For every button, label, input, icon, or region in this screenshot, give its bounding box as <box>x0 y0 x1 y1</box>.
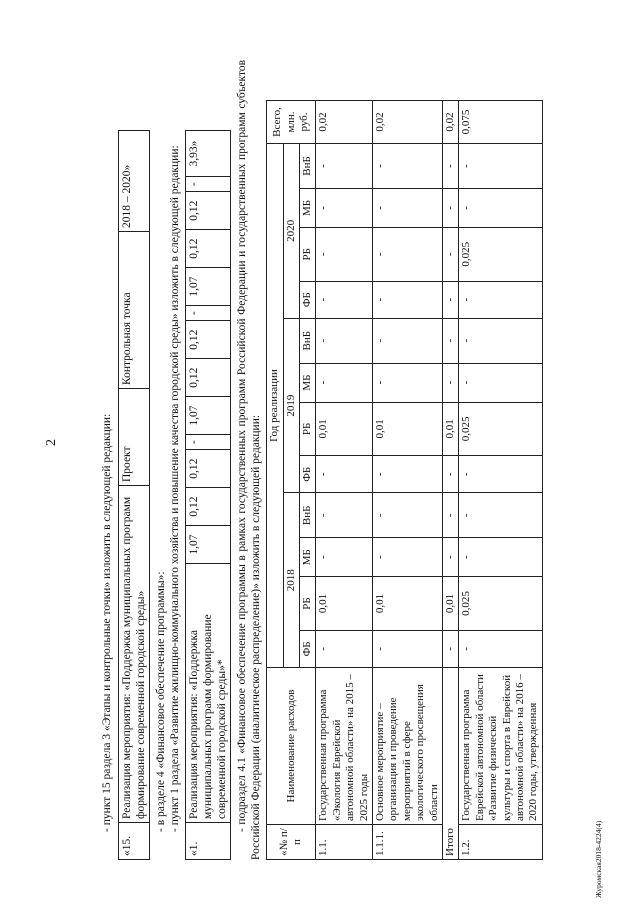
page-number: 2 <box>44 439 59 446</box>
point15-intro: - пункт 15 раздела 3 «Этапы и контрольные точки» изложить в следующей редакции: <box>101 413 113 832</box>
row-value: - <box>316 456 373 493</box>
row-value: - <box>443 456 459 493</box>
finance-val: 3,93» <box>186 131 231 177</box>
row-value: 0,025 <box>459 577 542 631</box>
row-value: - <box>316 318 373 363</box>
finance-val: 0,12 <box>186 230 231 268</box>
stage-name: Реализация мероприятия: «Поддержка муниципальных программ формирование современной городской среды» <box>119 486 150 823</box>
row-value: - <box>316 538 373 577</box>
finance-num: «1. <box>186 823 231 860</box>
table-row <box>443 101 459 860</box>
section4-intro: - в разделе 4 «Финансовое обеспечение программы»: <box>155 571 168 832</box>
finance-val: 1,07 <box>186 268 231 306</box>
row-value: - <box>443 318 459 363</box>
row-value: - <box>443 281 459 318</box>
row-name: Государственная программа Еврейской автономной области «Развитие физической культуры и спорта в Еврейской автономной области» на 2016 – 2020 годы, утвержденная <box>459 668 542 825</box>
table-row <box>459 101 542 860</box>
row-value: 0,075 <box>459 101 542 144</box>
subsection-intro: - подраздел 4.1 «Финансовое обеспечение программы в рамках государственных программ Российской Федерации и государственных программ субъектов Российской Федерации (аналитическое распределение)» изложить в следующей редакции: <box>236 60 263 860</box>
subcol-head: ВнБ <box>299 493 315 538</box>
year-head: 2018 <box>283 493 299 668</box>
subcol-head: ВнБ <box>299 318 315 363</box>
row-value: - <box>373 144 443 189</box>
finance-val: 0,12 <box>186 192 231 230</box>
row-num: 1.1. <box>316 825 373 860</box>
row-value: - <box>373 318 443 363</box>
row-value: - <box>316 188 373 227</box>
row-value: - <box>459 493 542 538</box>
subcol-head: ФБ <box>299 630 315 667</box>
row-value: - <box>459 363 542 402</box>
col-name: Наименование расходов <box>267 668 316 825</box>
subcol-head: ФБ <box>299 456 315 493</box>
finance-val: - <box>186 177 231 192</box>
rotated-content <box>100 60 630 860</box>
col-total: Всего, млн. руб. <box>267 101 316 144</box>
row-value: 0,025 <box>459 227 542 281</box>
row-value: - <box>316 144 373 189</box>
row-value: 0,01 <box>443 577 459 631</box>
row-value: - <box>373 188 443 227</box>
row-value: 0,01 <box>373 577 443 631</box>
row-value: 0,02 <box>373 101 443 144</box>
row-value: - <box>459 188 542 227</box>
row-value: - <box>373 281 443 318</box>
row-value: - <box>443 144 459 189</box>
subcol-head: РБ <box>299 227 315 281</box>
row-value: 0,025 <box>459 402 542 456</box>
row-value: - <box>373 630 443 667</box>
row-value: - <box>443 630 459 667</box>
subcol-head: МБ <box>299 188 315 227</box>
row-value: - <box>316 630 373 667</box>
row-value: - <box>459 281 542 318</box>
row-value: - <box>373 363 443 402</box>
row-value: - <box>459 144 542 189</box>
row-value: - <box>316 281 373 318</box>
row-value: 0,01 <box>373 402 443 456</box>
row-num: 1.2. <box>459 825 542 860</box>
row-value: - <box>373 538 443 577</box>
subcol-head: ФБ <box>299 281 315 318</box>
finance-val: 0,12 <box>186 450 231 488</box>
finance-val: 0,12 <box>186 359 231 397</box>
row-value: - <box>316 363 373 402</box>
finance-val: 0,12 <box>186 488 231 526</box>
row-value: - <box>443 363 459 402</box>
finance-val: - <box>186 306 231 321</box>
row-value: - <box>443 188 459 227</box>
table-row <box>373 101 443 860</box>
row-value: - <box>373 493 443 538</box>
finance-val: 1,07 <box>186 397 231 435</box>
row-value: 0,01 <box>316 577 373 631</box>
year-head: 2020 <box>283 144 299 319</box>
subcol-head: ВнБ <box>299 144 315 189</box>
row-num: 1.1.1. <box>373 825 443 860</box>
row-value: - <box>316 227 373 281</box>
row-total-label: Итого <box>443 668 459 860</box>
finance-val: 1,07 <box>186 526 231 564</box>
finance-name: Реализация мероприятия: «Поддержка муниципальных программ формирование современной городской среды»* <box>186 564 231 823</box>
row-value: - <box>443 493 459 538</box>
footer-code: Журомская2018-4224(4) <box>594 820 603 898</box>
table-row <box>316 101 373 860</box>
row-value: - <box>443 227 459 281</box>
row-value: - <box>459 630 542 667</box>
finance-val: - <box>186 435 231 450</box>
year-head: 2019 <box>283 318 299 493</box>
stage-num: «15. <box>119 823 150 860</box>
stages-table <box>118 130 150 860</box>
row-value: - <box>459 318 542 363</box>
row-value: 0,02 <box>443 101 459 144</box>
subcol-head: РБ <box>299 577 315 631</box>
row-name: Государственная программа «Экология Еврейской автономной области» на 2015 – 2025 годы <box>316 668 373 825</box>
stage-status: Проект <box>119 389 150 486</box>
finance-val: 0,12 <box>186 321 231 359</box>
row-value: - <box>373 456 443 493</box>
subcol-head: РБ <box>299 402 315 456</box>
stage-period: 2018 – 2020» <box>119 131 150 232</box>
row-value: - <box>443 538 459 577</box>
col-num: «№ п/п <box>267 825 316 860</box>
row-value: - <box>316 493 373 538</box>
row-value: - <box>373 227 443 281</box>
point1-intro: - пункт 1 раздела «Развитие жилищно-коммунального хозяйства и повышение качества городской среды» изложить в следующей редакции: <box>169 145 182 832</box>
finance-table <box>185 130 231 860</box>
subcol-head: МБ <box>299 363 315 402</box>
subcol-head: МБ <box>299 538 315 577</box>
row-value: - <box>459 456 542 493</box>
row-value: 0,01 <box>316 402 373 456</box>
row-value: 0,01 <box>443 402 459 456</box>
row-value: 0,02 <box>316 101 373 144</box>
col-year: Год реализации <box>267 144 283 668</box>
analytic-table <box>266 100 543 860</box>
row-value: - <box>459 538 542 577</box>
row-name: Основное мероприятие – организация и проведение мероприятий в сфере экологического просвещения области <box>373 668 443 825</box>
stage-ctrl: Контрольная точка <box>119 232 150 389</box>
